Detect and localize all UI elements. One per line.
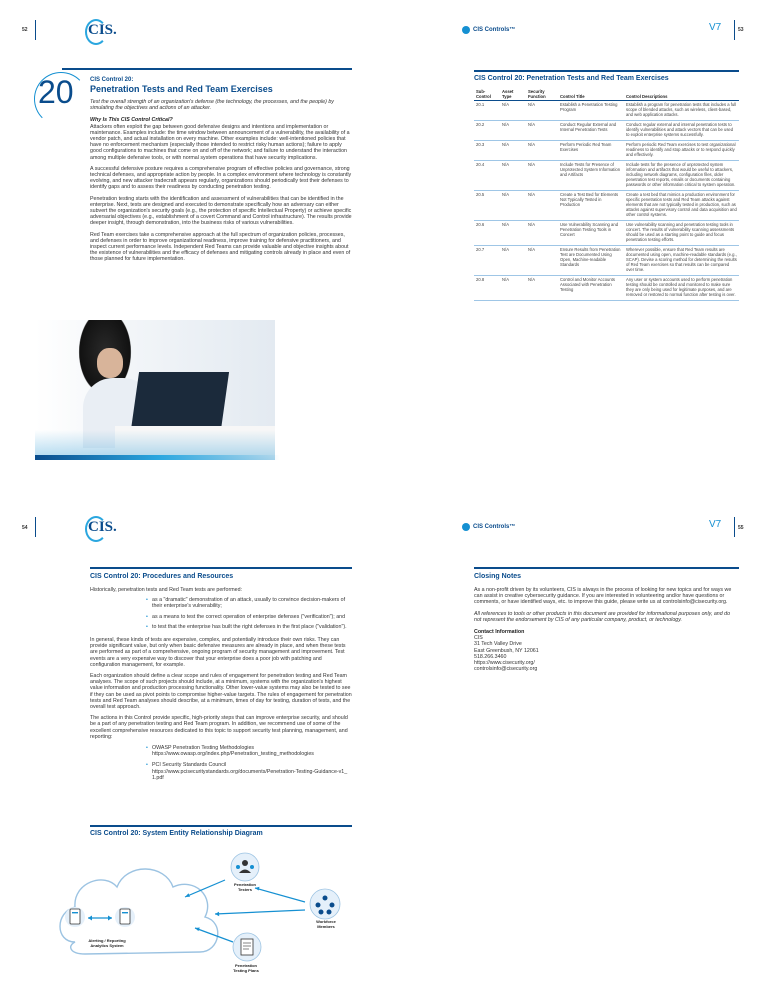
- cell-control-description: Create a test bed that mimics a production environment for specific penetration tests and Red Team attacks against elements that are not typically tested in production, such as attacks against supervisory control and data acquisition and other control systems.: [624, 191, 739, 221]
- workforce-members-icon: [310, 889, 340, 919]
- entity-relationship-diagram: [55, 842, 355, 982]
- resource-link[interactable]: https://www.pcisecuritystandards.org/documents/Penetration-Testing-Guidance-v1_1.pdf: [152, 768, 348, 781]
- cis-controls-icon: [462, 26, 470, 34]
- paragraph: A successful defensive posture requires a comprehensive program of effective policies and governance, strong technical defenses, and appropriate action by people. In a complex environment where technology is constantly evolving, and new attacker tradecraft appears regularly, organizations should periodically test their defenses to identify gaps and to assess their readiness by conducting penetration testing.: [90, 165, 352, 191]
- disclaimer-paragraph: All references to tools or other products in this document are provided for informational purposes only, and do not represent the endorsement by CIS of any particular company, product, or technology.: [474, 610, 731, 623]
- page-number: 52: [22, 27, 28, 33]
- bullet-item: • as a "dramatic" demonstration of an attack, usually to convince decision-makers of their enterprise's vulnerability;: [152, 597, 348, 609]
- paragraph: Attackers often exploit the gap between good defensive designs and intentions and implementation or maintenance. Examples include: the time window between announcement of a vulnerability, the availability of a vendor patch, and actual installation on every machine. Other examples include: well-intentioned policies that have no enforcement mechanism (especially those intended to restrict risky human actions); failure to apply good configurations to machines that come on and off of the network; and failure to understand the interaction among multiple defensive tools, or with normal system operations that have security implications.: [90, 123, 350, 161]
- page-54: [0, 497, 384, 994]
- arrow-icon: [185, 880, 225, 897]
- page-number: 54: [22, 525, 28, 531]
- cell-control-title: Ensure Results from Penetration Test are Documented Using Open, Machine-readable Standards: [558, 246, 624, 276]
- cell-subcontrol: 20.7: [474, 246, 500, 276]
- table-title: CIS Control 20: Penetration Tests and Red Team Exercises: [474, 75, 669, 82]
- cell-security-function: N/A: [526, 276, 558, 301]
- closing-paragraph: As a non-profit driven by its volunteers, CIS is always in the process of looking for new topics and for ways we can assist in creative cybersecurity guidance. If you are interested in volunteering and/or have questions or comments, or have identified ways, etc. to improve this guide, please write us at controlsinfo@cisecurity.org.: [474, 587, 732, 606]
- header-divider: [35, 20, 36, 40]
- label-workforce-members: Workforce Members: [316, 919, 336, 929]
- cell-subcontrol: 20.2: [474, 121, 500, 141]
- cell-security-function: N/A: [526, 246, 558, 276]
- resource-item: [152, 745, 348, 757]
- cell-control-title: Perform Periodic Red Team Exercises: [558, 141, 624, 161]
- contact-heading: Contact Information: [474, 629, 525, 636]
- table-row: [474, 191, 739, 221]
- page-52: [0, 0, 384, 497]
- page-53: [384, 0, 768, 497]
- cell-security-function: N/A: [526, 101, 558, 121]
- server-icon: [115, 907, 135, 927]
- contact-line: East Greenbush, NY 12061: [474, 647, 539, 654]
- cell-asset-type: N/A: [500, 191, 526, 221]
- contact-line: 31 Tech Valley Drive: [474, 641, 522, 648]
- contact-website-link[interactable]: https://www.cisecurity.org/: [474, 660, 535, 667]
- page-number: 53: [738, 27, 744, 33]
- cell-security-function: N/A: [526, 191, 558, 221]
- label-testing-plans: Penetration Testing Plans: [233, 963, 259, 973]
- header-divider: [35, 517, 36, 537]
- cell-asset-type: N/A: [500, 121, 526, 141]
- arrow-icon: [215, 910, 305, 916]
- body-column: [90, 99, 352, 263]
- diagram-title: CIS Control 20: System Entity Relationship Diagram: [90, 830, 263, 837]
- col-control-descriptions: Control Descriptions: [624, 88, 739, 101]
- col-asset-type: Asset Type: [500, 88, 526, 101]
- table-row: [474, 121, 739, 141]
- server-icon: [65, 907, 85, 927]
- cell-control-description: Use vulnerability scanning and penetration testing tools in concert. The results of vulnerability scanning assessments should be used as a starting point to guide and focus penetration testing efforts.: [624, 221, 739, 246]
- why-heading: Why Is This CIS Control Critical?: [90, 117, 173, 124]
- cis-logo: CIS.: [88, 22, 117, 39]
- cell-security-function: N/A: [526, 141, 558, 161]
- section-title: CIS Control 20: Procedures and Resources: [90, 573, 234, 580]
- body-column: [90, 587, 352, 781]
- cell-control-title: Establish a Penetration Testing Program: [558, 101, 624, 121]
- cell-security-function: N/A: [526, 221, 558, 246]
- cis-controls-brand: CIS Controls™: [462, 523, 515, 531]
- cell-security-function: N/A: [526, 161, 558, 191]
- testing-plans-icon: [233, 933, 261, 961]
- cell-asset-type: N/A: [500, 161, 526, 191]
- cell-subcontrol: 20.6: [474, 221, 500, 246]
- col-subcontrol: Sub-Control: [474, 88, 500, 101]
- section-rule: [474, 567, 739, 569]
- cell-subcontrol: 20.3: [474, 141, 500, 161]
- label-penetration-testers: Penetration Testers: [233, 882, 256, 892]
- cis-controls-icon: [462, 523, 470, 531]
- bullet-item: • to test that the enterprise has built the right defenses in the first place ("validation").: [152, 624, 348, 630]
- resource-link[interactable]: https://www.owasp.org/index.php/Penetration_testing_methodologies: [152, 751, 314, 758]
- resource-item: [152, 762, 348, 781]
- table-header-row: [474, 88, 739, 101]
- resource-name: PCI Security Standards Council: [152, 762, 227, 769]
- contact-line: CIS: [474, 635, 483, 642]
- controls-table: [474, 88, 739, 301]
- cell-subcontrol: 20.5: [474, 191, 500, 221]
- double-arrow-icon: [88, 916, 112, 921]
- cell-asset-type: N/A: [500, 276, 526, 301]
- cell-asset-type: N/A: [500, 141, 526, 161]
- cell-control-description: Establish a program for penetration tests that includes a full scope of blended attacks, such as wireless, client-based, and web application attacks.: [624, 101, 739, 121]
- contact-email-link[interactable]: controlsinfo@cisecurity.org: [474, 666, 538, 673]
- cell-asset-type: N/A: [500, 246, 526, 276]
- cell-asset-type: N/A: [500, 101, 526, 121]
- table-row: [474, 101, 739, 121]
- title-rule: [62, 68, 352, 70]
- arrow-icon: [255, 887, 305, 902]
- paragraph: In general, these kinds of tests are expensive, complex, and potentially introduce their own risks. They can provide significant value, but only when basic defensive measures are already in place, and when these tests are performed as part of a comprehensive, ongoing program of security management and improvement. Test events are a very expensive way to discover that your enterprise does a poor job with patching and configuration management, for example.: [90, 637, 346, 668]
- cis-logo: CIS.: [88, 519, 117, 536]
- page-title: Penetration Tests and Red Team Exercises: [90, 84, 273, 94]
- arrow-icon: [195, 928, 233, 943]
- cell-control-description: Any user or system accounts used to perform penetration testing should be controlled and monitored to make sure they are only being used for legitimate purposes, and are removed or restored to normal function after testing is over.: [624, 276, 739, 301]
- paragraph: Each organization should define a clear scope and rules of engagement for penetration testing and Red Team analyses. The scope of such projects should include, at a minimum, systems with the organization's highest value information and production processing functionality. Other lower-value systems may also be tested to see if they can be used as pivot points to compromise higher-value targets. The rules of engagement for penetration tests and Red Team analyses should describe, at a minimum, times of day for testing, duration of tests, and the overall test approach.: [90, 673, 352, 711]
- table-row: [474, 246, 739, 276]
- col-control-title: Control Title: [558, 88, 624, 101]
- body-column: [474, 587, 736, 672]
- page-55: [384, 497, 768, 994]
- paragraph: The actions in this Control provide specific, high-priority steps that can improve enterprise security, and should be a part of any penetration testing and Red Team program. In addition, we recommend use of some of the excellent comprehensive resources dedicated to this topic to support security test planning, management, and reporting:: [90, 715, 348, 740]
- bullet-item: • as a means to test the correct operation of enterprise defenses ("verification"); and: [152, 614, 348, 620]
- cell-subcontrol: 20.1: [474, 101, 500, 121]
- cell-control-title: Control and Monitor Accounts Associated with Penetration Testing: [558, 276, 624, 301]
- page-number: 55: [738, 525, 744, 531]
- paragraph: Penetration testing starts with the identification and assessment of vulnerabilities that can be identified in the enterprise. Next, tests are designed and executed to demonstrate specifically how an adversary can either subvert the organization's security goals (e.g., the protection of specific Intellectual Property) or achieve specific adversarial objectives (e.g., establishment of a covert Command and Control infrastructure). The results provide deeper insight, through demonstration, into the business risks of various vulnerabilities.: [90, 195, 352, 227]
- cell-subcontrol: 20.8: [474, 276, 500, 301]
- control-number: 20: [38, 74, 74, 110]
- resource-name: OWASP Penetration Testing Methodologies: [152, 745, 255, 752]
- cell-control-description: Conduct regular external and internal penetration tests to identify vulnerabilities and attack vectors that can be used to exploit enterprise systems successfully.: [624, 121, 739, 141]
- control-label: CIS Control 20:: [90, 77, 134, 83]
- lead-text: Historically, penetration tests and Red Team tests are performed:: [90, 587, 243, 593]
- cell-control-description: Perform periodic Red Team exercises to test organizational readiness to identify and stop attacks or to respond quickly and effectively.: [624, 141, 739, 161]
- cell-control-title: Include Tests for Presence of Unprotected System Information and Artifacts: [558, 161, 624, 191]
- table-rule: [474, 70, 739, 72]
- cis-controls-brand: CIS Controls™: [462, 26, 515, 34]
- label-alerting-system: Alerting / Reporting Analytics System: [88, 938, 126, 948]
- cell-subcontrol: 20.4: [474, 161, 500, 191]
- section-title: Closing Notes: [474, 573, 522, 580]
- blue-accent-bar: [35, 455, 280, 460]
- photo-woman-laptop: [35, 320, 275, 460]
- table-row: [474, 221, 739, 246]
- version-label: V7: [709, 22, 722, 33]
- col-security-function: Security Function: [526, 88, 558, 101]
- intro-text: Test the overall strength of an organization's defense (the technology, the processes, and the people) by simulating the objectives and actions of an attacker.: [90, 99, 334, 112]
- paragraph: Red Team exercises take a comprehensive approach at the full spectrum of organization policies, processes, and defenses in order to improve organizational readiness, improve training for defensive practitioners, and inspect current performance levels. Independent Red Teams can provide valuable and objective insights about the existence of vulnerabilities and the efficacy of defenses and mitigating controls already in place and even of those planned for future implementation.: [90, 231, 351, 263]
- table-row: [474, 161, 739, 191]
- cell-control-title: Create a Test Bed for Elements Not Typically Tested in Production: [558, 191, 624, 221]
- table-row: [474, 276, 739, 301]
- cell-control-title: Conduct Regular External and Internal Penetration Tests: [558, 121, 624, 141]
- section-rule: [90, 567, 352, 569]
- cell-asset-type: N/A: [500, 221, 526, 246]
- cell-control-description: Include tests for the presence of unprotected system information and artifacts that would be useful to attackers, including network diagrams, configuration files, older penetration test reports, emails or documents containing passwords or other information critical to system operation.: [624, 161, 739, 191]
- version-label: V7: [709, 519, 722, 530]
- table-row: [474, 141, 739, 161]
- contact-block: [474, 635, 736, 672]
- diagram-rule: [90, 825, 352, 827]
- cell-control-description: Wherever possible, ensure that Red Team results are documented using open, machine-readable standards (e.g., SCAP). Devise a scoring method for determining the results of Red Team exercises so that results can be compared over time.: [624, 246, 739, 276]
- penetration-testers-icon: [231, 853, 259, 881]
- contact-line: 518.266.3460: [474, 653, 507, 660]
- header-divider: [734, 517, 735, 537]
- cell-control-title: Use Vulnerability Scanning and Penetration Testing Tools in Concert: [558, 221, 624, 246]
- header-divider: [734, 20, 735, 40]
- cell-security-function: N/A: [526, 121, 558, 141]
